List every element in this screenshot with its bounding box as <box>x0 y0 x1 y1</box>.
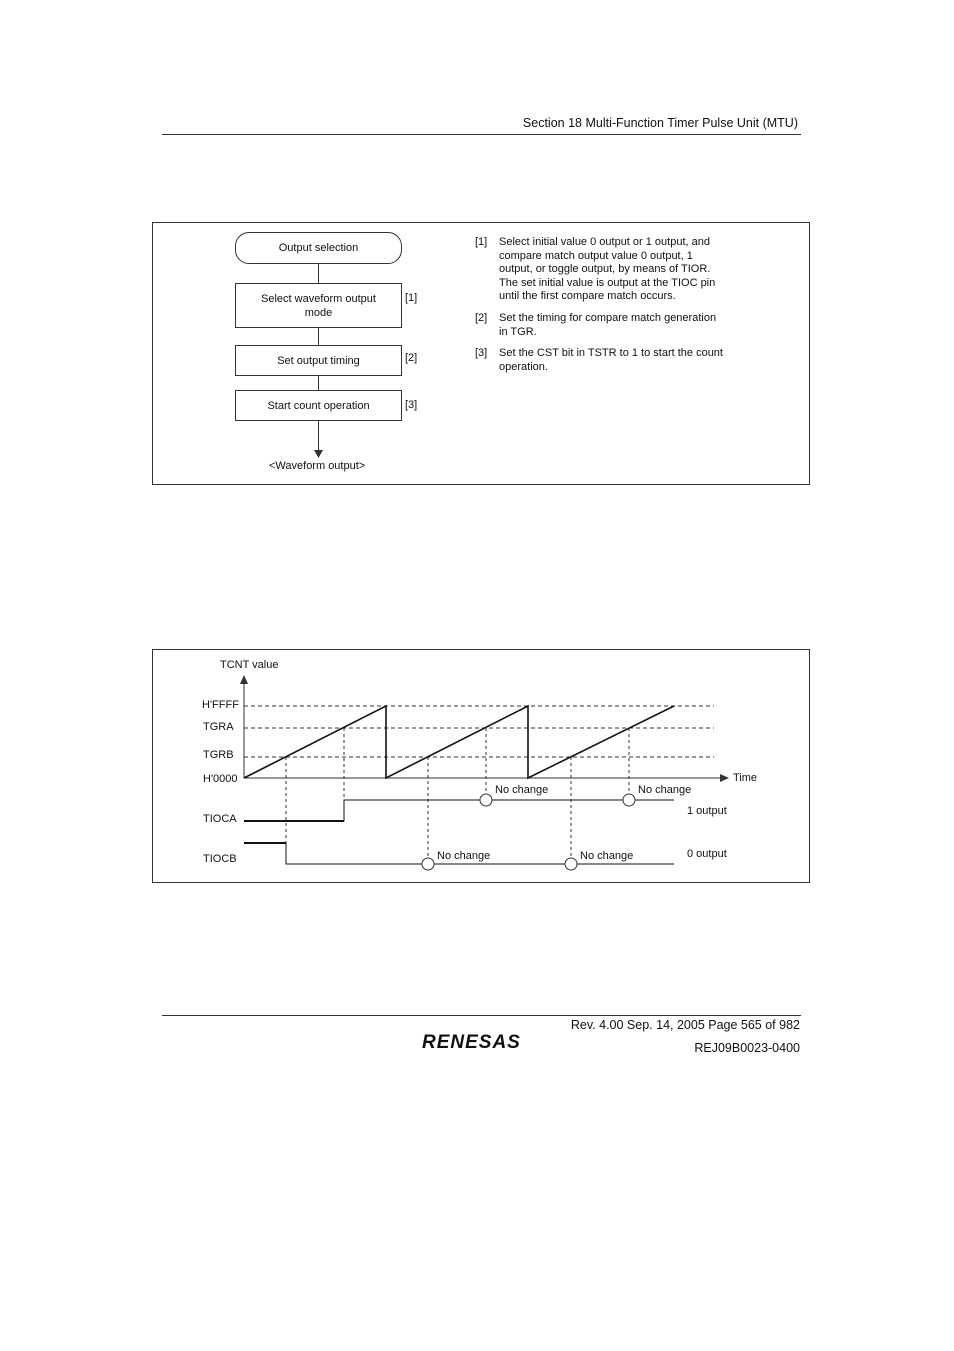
no-change-label: No change <box>580 850 634 862</box>
flow-note-text: Set the timing for compare match generation in TGR. <box>499 311 717 338</box>
no-change-label: No change <box>495 784 549 796</box>
tioca-waveform-line <box>244 800 674 821</box>
footer-doc-number: REJ09B0023-0400 <box>694 1041 800 1055</box>
flow-step-1-label: Select waveform output mode <box>261 292 376 319</box>
footer-rule <box>162 1015 801 1016</box>
flow-note-text: Select initial value 0 output or 1 output, and compare match output value 0 output, 1 output, or toggle output, by means of TIOR. The set initial value is output at the TIOC pin until the first compare match occurs. <box>499 236 716 303</box>
y-axis-arrowhead <box>240 675 248 684</box>
renesas-logo <box>420 1030 544 1054</box>
level-label-h0000: H'0000 <box>203 773 238 785</box>
flow-step-1-ref: [1] <box>405 292 418 304</box>
no-change-circle <box>422 858 434 870</box>
level-label-tgra: TGRA <box>203 721 234 733</box>
footer-revision: Rev. 4.00 Sep. 14, 2005 Page 565 of 982 <box>570 1018 800 1032</box>
level-label-hffff: H'FFFF <box>202 699 239 711</box>
renesas-logo-text: RENESAS <box>422 1032 521 1053</box>
flow-note-number: [3] <box>475 347 488 360</box>
no-change-circle <box>623 794 635 806</box>
flow-step-2-label: Set output timing <box>277 354 360 367</box>
no-change-circle <box>480 794 492 806</box>
no-change-label: No change <box>638 784 692 796</box>
y-axis-label: TCNT value <box>220 659 279 671</box>
tcnt-sawtooth <box>244 706 674 778</box>
signal-label-tioca: TIOCA <box>203 813 237 825</box>
x-axis-arrowhead <box>720 774 729 782</box>
no-change-circle <box>565 858 577 870</box>
section-header: Section 18 Multi-Function Timer Pulse Unit (MTU) <box>522 116 798 130</box>
x-axis-label: Time <box>733 772 758 784</box>
level-label-tgrb: TGRB <box>203 749 234 761</box>
signal-label-tiocb: TIOCB <box>203 853 237 865</box>
flow-step-2-ref: [2] <box>405 352 418 364</box>
zero-output-label: 0 output <box>687 848 727 860</box>
one-output-label: 1 output <box>687 805 727 817</box>
flow-end-label: <Waveform output> <box>269 460 366 472</box>
flow-step-3-ref: [3] <box>405 399 418 411</box>
flow-note-number: [2] <box>475 311 488 324</box>
flow-note-text: Set the CST bit in TSTR to 1 to start the count operation. <box>499 347 723 373</box>
flow-step-3-label: Start count operation <box>267 399 370 412</box>
flow-note-number: [1] <box>475 236 488 248</box>
flow-start-label: Output selection <box>278 242 359 254</box>
no-change-label: No change <box>437 850 491 862</box>
